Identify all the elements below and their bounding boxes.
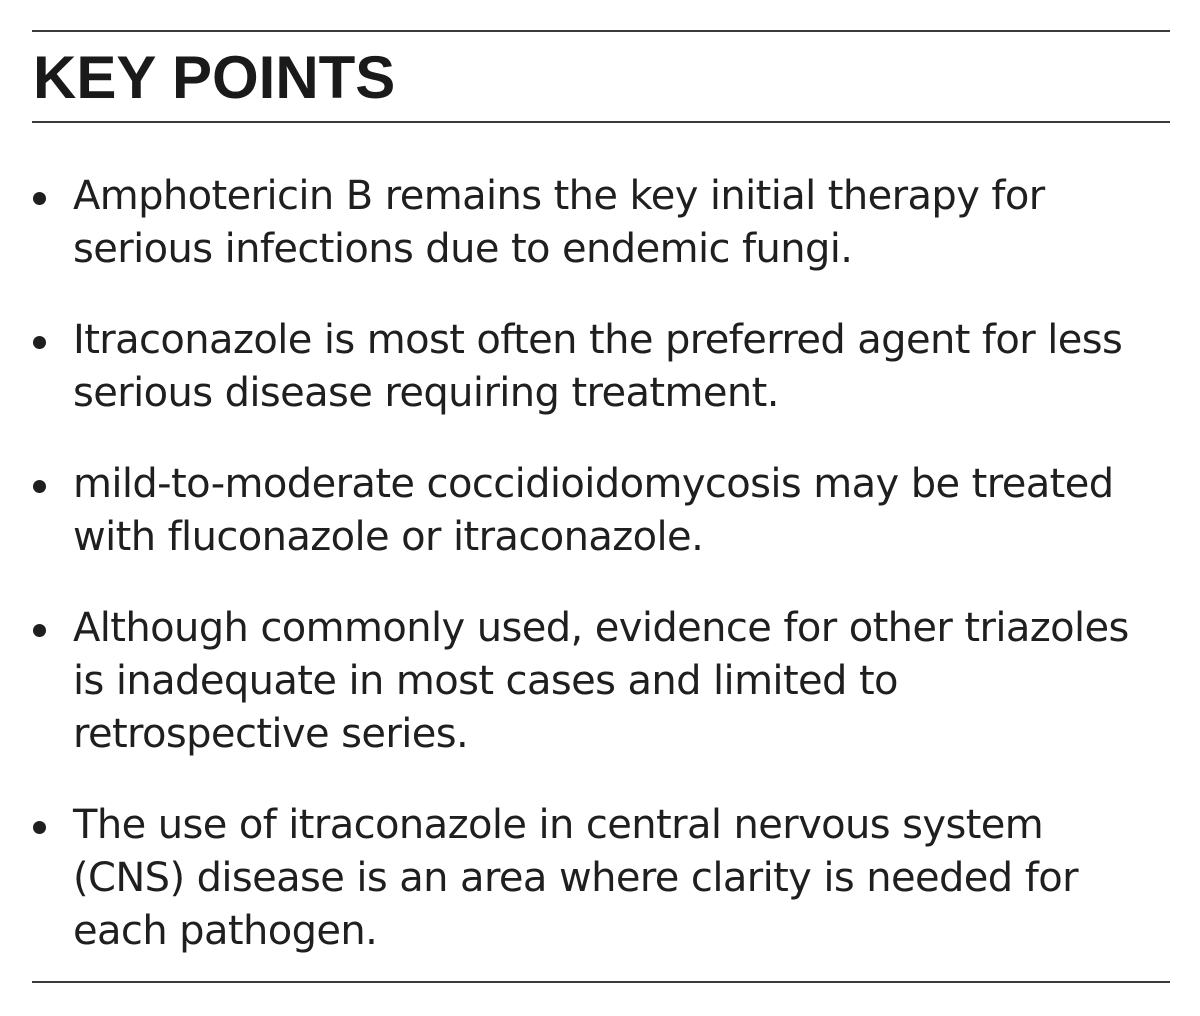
bullet-icon [33,480,46,493]
key-point-item [0,170,1200,276]
bullet-icon [33,624,46,637]
key-points-list [0,170,1200,996]
heading-underline-rule [32,121,1170,123]
bullet-icon [33,192,46,205]
bullet-icon [33,336,46,349]
top-rule [32,30,1170,32]
key-point-item [0,602,1200,761]
bullet-icon [33,821,46,834]
key-point-text: mild-to-moderate coccidioidomycosis may be treated with fluconazole or itraconazole. [73,461,1114,560]
key-point-text: Although commonly used, evidence for other triazoles is inadequate in most cases and limited to retrospective series. [73,605,1129,757]
key-point-item [0,314,1200,420]
key-point-text: Amphotericin B remains the key initial therapy for serious infections due to endemic fungi. [73,173,1045,272]
bottom-rule [32,981,1170,983]
key-points-heading: KEY POINTS [33,44,396,111]
key-point-text: The use of itraconazole in central nervous system (CNS) disease is an area where clarity is needed for each pathogen. [73,802,1078,954]
key-point-item [0,799,1200,958]
key-point-text: Itraconazole is most often the preferred agent for less serious disease requiring treatment. [73,317,1123,416]
key-point-item [0,458,1200,564]
